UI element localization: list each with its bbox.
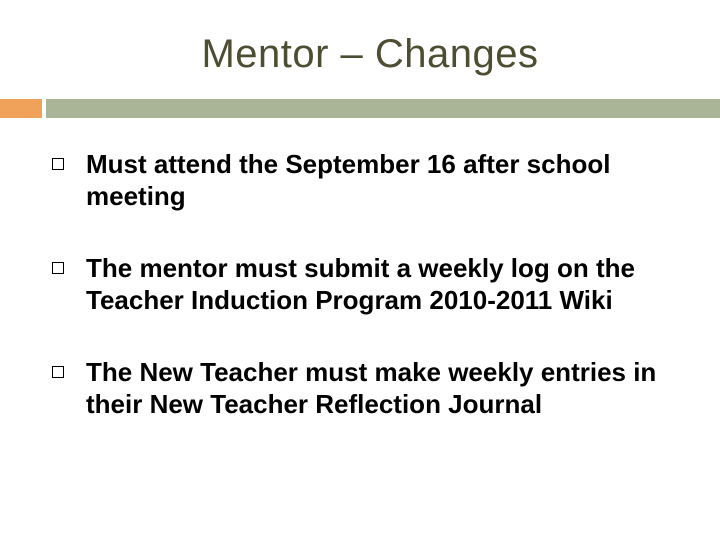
square-bullet-icon	[52, 158, 64, 170]
slide-title: Mentor – Changes	[201, 32, 539, 76]
title-accent-bar-orange	[0, 99, 42, 118]
title-accent-bar-green	[46, 99, 720, 118]
bullet-item	[50, 148, 700, 212]
bullet-item	[50, 252, 700, 316]
bullet-text: The New Teacher must make weekly entries in their New Teacher Reflection Journal	[86, 357, 657, 419]
square-bullet-icon	[52, 262, 64, 274]
bullet-list	[50, 148, 700, 420]
bullet-text: The mentor must submit a weekly log on the Teacher Induction Program 2010-2011 Wiki	[86, 253, 635, 315]
bullet-text: Must attend the September 16 after school meeting	[86, 149, 611, 211]
bullet-item	[50, 356, 700, 420]
square-bullet-icon	[52, 366, 64, 378]
